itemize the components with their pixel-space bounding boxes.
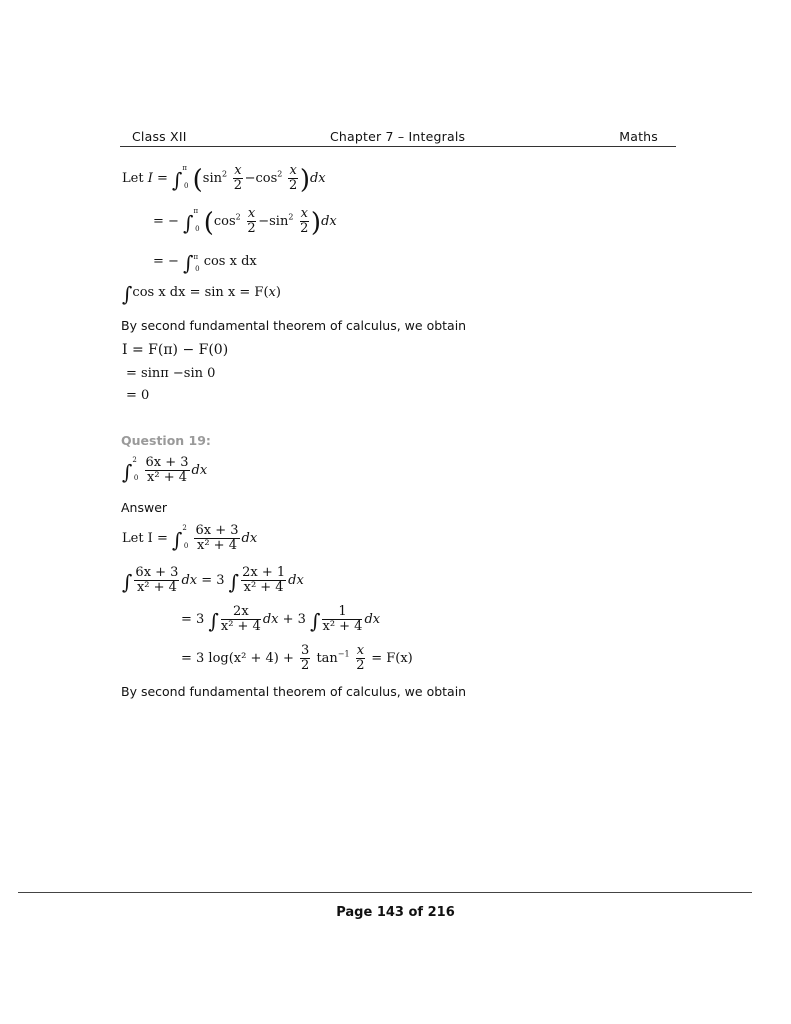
equation-let-i: Let I = ∫$^\pi_0$ ($\sin^2$ $\frac{x}{2}$ $-\cos^2$ $\frac{x}{2}$ )dx: [122, 163, 326, 195]
question-heading: Question 19:: [121, 433, 211, 448]
header-chapter: Chapter 7 – Integrals: [330, 129, 466, 144]
answer-let-i: Let I = ∫$^2_0$ $\frac{6x + 3}{\text{x² + 4}}$ dx: [122, 523, 258, 553]
answer-step-2: = 3 ∫ $\frac{2x}{\text{x² + 4}}$ dx + 3 ∫ $\frac{1}{\text{x² + 4}}$ dx: [181, 604, 381, 634]
footer-divider: [18, 892, 752, 893]
equation-step-3: = − ∫$^\pi_0$ cos x dx: [153, 251, 257, 275]
answer-label: Answer: [121, 500, 168, 515]
question-integral: ∫$^2_0$ $\frac{6x + 3}{\text{x² + 4}}$ dx: [122, 455, 208, 485]
header-class: Class XII: [132, 129, 187, 144]
equation-antiderivative: ∫cos x dx = sin x = F(x): [122, 282, 281, 306]
page-header: [120, 129, 676, 147]
equation-result-2: = sinπ −sin 0: [126, 366, 216, 381]
header-subject: Maths: [619, 129, 658, 144]
answer-step-3: = 3 log(x² + 4) + $\frac{3}{2}$ $\tan^{-1}$ $\frac{x}{2}$ = F(x): [181, 643, 413, 673]
answer-step-1: ∫ $\frac{6x + 3}{\text{x² + 4}}$ dx = 3 ∫ $\frac{2x + 1}{\text{x² + 4}}$ dx: [122, 565, 304, 595]
theorem-text-2: By second fundamental theorem of calculus, we obtain: [121, 684, 467, 699]
theorem-text-1: By second fundamental theorem of calculus, we obtain: [121, 318, 467, 333]
equation-result-1: I = F(π) − F(0): [122, 342, 229, 358]
equation-step-2: = − ∫$^\pi_0$ ($\cos^2$ $\frac{x}{2}$ $-\sin^2$ $\frac{x}{2}$ )dx: [153, 206, 337, 238]
equation-result-3: = 0: [126, 388, 150, 403]
page-number: Page 143 of 216: [336, 905, 455, 920]
